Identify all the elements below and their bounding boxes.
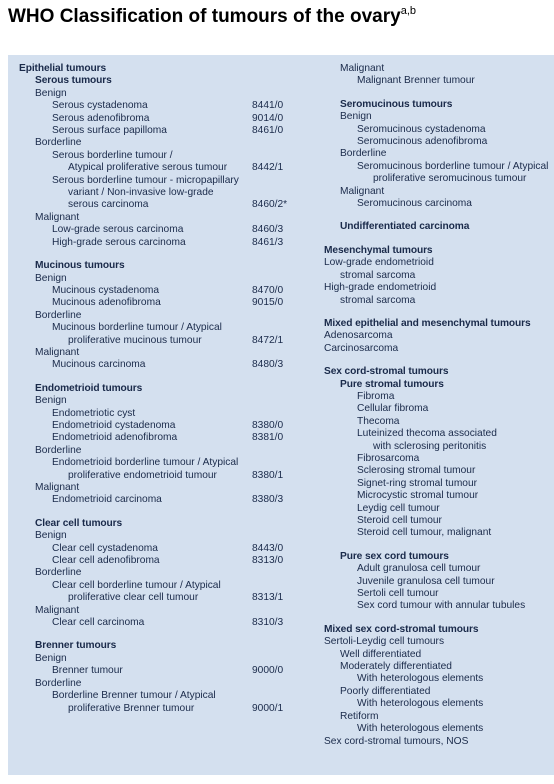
classification-entry [19, 617, 289, 629]
entry-label: Borderline Brenner tumour / Atypical [52, 690, 216, 702]
entry-label: Signet-ring stromal tumour [357, 477, 478, 489]
section-heading [324, 379, 554, 391]
icd-o-code: 8460/2* [252, 199, 288, 211]
classification-entry [324, 686, 554, 698]
classification-entry [19, 494, 289, 506]
classification-entry [19, 88, 289, 100]
entry-label: Adenosarcoma [324, 330, 393, 342]
entry-label: Clear cell tumours [35, 517, 123, 529]
icd-o-code: 8313/1 [252, 592, 284, 604]
icd-o-code: 9015/0 [252, 297, 284, 309]
classification-entry [324, 343, 554, 355]
entry-label: Sex cord-stromal tumours, NOS [324, 735, 469, 747]
entry-label: Brenner tumour [52, 665, 123, 677]
classification-entry [19, 310, 289, 322]
entry-label: Benign [35, 530, 67, 542]
classification-entry [324, 588, 554, 600]
entry-label: Sertoli cell tumour [357, 588, 439, 600]
classification-entry [19, 212, 289, 224]
entry-label: Mucinous carcinoma [52, 359, 146, 371]
entry-label: High-grade endometrioid [324, 282, 437, 294]
entry-label: Poorly differentiated [340, 685, 431, 697]
icd-o-code: 8460/3 [252, 224, 284, 236]
entry-label: Endometriotic cyst [52, 407, 136, 419]
icd-o-code: 8313/0 [252, 555, 284, 567]
classification-entry [19, 408, 289, 420]
icd-o-code: 8380/0 [252, 419, 284, 431]
icd-o-code: 8381/0 [252, 432, 284, 444]
classification-entry [324, 63, 554, 75]
section-heading [19, 260, 289, 272]
entry-label: Mixed epithelial and mesenchymal tumours [324, 317, 531, 329]
entry-label: Thecoma [357, 415, 400, 427]
classification-entry [19, 322, 289, 334]
classification-entry [324, 124, 554, 136]
icd-o-code: 8380/3 [252, 494, 284, 506]
classification-entry [19, 543, 289, 555]
entry-label: Epithelial tumours [19, 63, 107, 74]
entry-label: Carcinosarcoma [324, 342, 399, 354]
entry-label: Undifferentiated carcinoma [340, 221, 470, 233]
classification-entry [19, 297, 289, 309]
icd-o-code: 8380/1 [252, 469, 284, 481]
icd-o-code: 8443/0 [252, 542, 284, 554]
entry-label: Serous borderline tumour / [52, 149, 173, 161]
icd-o-code: 8442/1 [252, 162, 284, 174]
classification-entry [324, 148, 554, 160]
classification-entry [324, 453, 554, 465]
classification-entry [324, 441, 554, 453]
entry-label: proliferative seromucinous tumour [373, 173, 527, 185]
icd-o-code: 8461/3 [252, 236, 284, 248]
classification-entry [324, 428, 554, 440]
entry-label: Malignant [35, 346, 80, 358]
classification-entry [324, 723, 554, 735]
entry-label: Clear cell adenofibroma [52, 555, 160, 567]
entry-label: Serous adenofibroma [52, 112, 150, 124]
classification-entry [19, 665, 289, 677]
entry-label: Cellular fibroma [357, 403, 429, 415]
classification-entry [324, 478, 554, 490]
entry-label: proliferative clear cell tumour [68, 592, 199, 604]
classification-entry [324, 295, 554, 307]
entry-label: Benign [35, 652, 67, 664]
entry-label: Mesenchymal tumours [324, 244, 433, 256]
entry-label: Borderline [35, 567, 82, 579]
entry-label: Clear cell borderline tumour / Atypical [52, 579, 221, 591]
entry-label: Retiform [340, 710, 379, 722]
entry-label: Brenner tumours [35, 640, 117, 652]
classification-entry [324, 282, 554, 294]
entry-label: Sex cord tumour with annular tubules [357, 600, 526, 612]
classification-entry [324, 563, 554, 575]
entry-label: With heterologous elements [357, 698, 484, 710]
icd-o-code: 8441/0 [252, 100, 284, 112]
entry-label: Low-grade serous carcinoma [52, 224, 184, 236]
entry-label: Endometrioid adenofibroma [52, 432, 178, 444]
classification-entry [19, 335, 289, 347]
classification-entry [324, 698, 554, 710]
section-heading [324, 318, 554, 330]
classification-entry [324, 490, 554, 502]
section-heading [19, 640, 289, 652]
entry-label: stromal sarcoma [340, 269, 416, 281]
classification-entry [19, 113, 289, 125]
entry-label: Adult granulosa cell tumour [357, 563, 481, 575]
classification-entry [324, 673, 554, 685]
entry-label: Malignant [340, 63, 385, 74]
entry-label: Mucinous adenofibroma [52, 297, 161, 309]
classification-entry [324, 161, 554, 173]
title-footnote-markers: a,b [400, 5, 417, 17]
icd-o-code: 8472/1 [252, 334, 284, 346]
classification-entry [19, 162, 289, 174]
classification-entry [324, 736, 554, 748]
section-heading [324, 551, 554, 563]
entry-label: With heterologous elements [357, 673, 484, 685]
classification-entry [19, 445, 289, 457]
classification-entry [324, 661, 554, 673]
entry-label: Serous borderline tumour - micropapillary [52, 174, 239, 186]
entry-label: Benign [340, 111, 372, 123]
section-heading [324, 366, 554, 378]
entry-label: Seromucinous adenofibroma [357, 136, 488, 148]
section-heading [324, 624, 554, 636]
classification-entry [19, 125, 289, 137]
entry-label: Pure sex cord tumours [340, 550, 449, 562]
entry-label: Malignant [340, 185, 385, 197]
entry-label: Sclerosing stromal tumour [357, 465, 476, 477]
entry-label: Benign [35, 272, 67, 284]
classification-entry [19, 690, 289, 702]
entry-label: Seromucinous cystadenoma [357, 123, 486, 135]
entry-label: Serous surface papilloma [52, 125, 167, 137]
icd-o-code: 9000/0 [252, 665, 284, 677]
classification-entry [324, 576, 554, 588]
classification-entry [324, 600, 554, 612]
entry-label: Low-grade endometrioid [324, 257, 434, 269]
entry-label: Malignant [35, 482, 80, 493]
entry-label: Endometrioid cystadenoma [52, 419, 176, 431]
classification-entry [19, 592, 289, 604]
classification-entry [19, 224, 289, 236]
classification-panel [8, 55, 554, 775]
classification-entry [19, 420, 289, 432]
classification-entry [324, 173, 554, 185]
classification-entry [324, 515, 554, 527]
entry-label: With heterologous elements [357, 723, 484, 735]
entry-label: Benign [35, 395, 67, 407]
section-heading [19, 383, 289, 395]
classification-entry [324, 111, 554, 123]
page-title [8, 6, 416, 28]
classification-entry [19, 199, 289, 211]
entry-label: variant / Non-invasive low-grade [68, 187, 214, 199]
classification-entry [324, 136, 554, 148]
classification-entry [19, 530, 289, 542]
entry-label: Steroid cell tumour, malignant [357, 527, 492, 539]
classification-entry [19, 285, 289, 297]
entry-label: Moderately differentiated [340, 661, 452, 673]
entry-label: Benign [35, 87, 67, 99]
entry-label: Mucinous cystadenoma [52, 284, 160, 296]
entry-label: Fibrosarcoma [357, 452, 420, 464]
classification-entry [324, 270, 554, 282]
classification-entry [19, 187, 289, 199]
classification-entry [324, 527, 554, 539]
entry-label: Seromucinous carcinoma [357, 198, 472, 210]
classification-entry [324, 198, 554, 210]
entry-label: Luteinized thecoma associated [357, 428, 497, 440]
entry-label: Mucinous borderline tumour / Atypical [52, 322, 222, 334]
entry-label: Endometrioid carcinoma [52, 494, 162, 506]
classification-entry [19, 567, 289, 579]
left-column [19, 63, 289, 715]
classification-entry [324, 636, 554, 648]
entry-label: Mixed sex cord-stromal tumours [324, 623, 479, 635]
classification-entry [324, 391, 554, 403]
entry-label: Borderline [35, 137, 82, 149]
entry-label: Mucinous tumours [35, 260, 125, 272]
entry-label: Serous tumours [35, 75, 112, 87]
classification-entry [324, 649, 554, 661]
classification-entry [324, 465, 554, 477]
entry-label: Microcystic stromal tumour [357, 490, 479, 502]
entry-label: proliferative endometrioid tumour [68, 469, 217, 481]
classification-entry [19, 150, 289, 162]
section-heading [19, 63, 289, 75]
classification-entry [324, 75, 554, 87]
entry-label: Malignant Brenner tumour [357, 75, 475, 87]
classification-entry [19, 100, 289, 112]
right-column [324, 63, 554, 748]
entry-label: Well differentiated [340, 648, 422, 660]
entry-label: stromal sarcoma [340, 294, 416, 306]
classification-entry [19, 470, 289, 482]
classification-entry [19, 580, 289, 592]
icd-o-code: 8470/0 [252, 284, 284, 296]
classification-entry [19, 273, 289, 285]
classification-entry [19, 359, 289, 371]
entry-label: Sertoli-Leydig cell tumours [324, 636, 445, 648]
icd-o-code: 9014/0 [252, 112, 284, 124]
classification-entry [19, 347, 289, 359]
entry-label: Leydig cell tumour [357, 502, 440, 514]
entry-label: proliferative Brenner tumour [68, 702, 195, 714]
classification-entry [19, 175, 289, 187]
entry-label: Serous cystadenoma [52, 100, 148, 112]
entry-label: Clear cell carcinoma [52, 617, 145, 629]
section-heading [324, 245, 554, 257]
entry-label: Endometrioid tumours [35, 382, 143, 394]
entry-label: Seromucinous borderline tumour / Atypical [357, 160, 549, 172]
entry-label: proliferative mucinous tumour [68, 334, 202, 346]
entry-label: Borderline [35, 677, 82, 689]
classification-entry [19, 395, 289, 407]
classification-entry [19, 703, 289, 715]
classification-entry [324, 186, 554, 198]
classification-entry [324, 711, 554, 723]
classification-entry [19, 653, 289, 665]
section-heading [19, 518, 289, 530]
classification-entry [324, 330, 554, 342]
classification-entry [19, 432, 289, 444]
classification-entry [324, 403, 554, 415]
title-text: WHO Classification of tumours of the ovary [8, 6, 401, 27]
entry-label: Borderline [35, 444, 82, 456]
classification-entry [19, 678, 289, 690]
entry-label: Seromucinous tumours [340, 98, 453, 110]
entry-label: Clear cell cystadenoma [52, 542, 158, 554]
entry-label: High-grade serous carcinoma [52, 236, 186, 248]
entry-label: Atypical proliferative serous tumour [68, 162, 228, 174]
classification-entry [19, 137, 289, 149]
section-heading [324, 221, 554, 233]
entry-label: Pure stromal tumours [340, 378, 444, 390]
entry-label: with sclerosing peritonitis [373, 440, 487, 452]
classification-entry [19, 605, 289, 617]
section-heading [324, 99, 554, 111]
entry-label: Malignant [35, 604, 80, 616]
classification-entry [19, 555, 289, 567]
classification-entry [19, 457, 289, 469]
classification-entry [19, 482, 289, 494]
entry-label: Steroid cell tumour [357, 515, 442, 526]
entry-label: Sex cord-stromal tumours [324, 366, 449, 378]
entry-label: Fibroma [357, 390, 395, 402]
icd-o-code: 9000/1 [252, 702, 284, 714]
entry-label: Borderline [340, 148, 387, 160]
classification-entry [324, 503, 554, 515]
classification-entry [324, 257, 554, 269]
entry-label: serous carcinoma [68, 199, 149, 211]
section-heading [19, 75, 289, 87]
entry-label: Endometrioid borderline tumour / Atypical [52, 457, 239, 469]
entry-label: Malignant [35, 211, 80, 223]
icd-o-code: 8480/3 [252, 359, 284, 371]
entry-label: Juvenile granulosa cell tumour [357, 575, 495, 587]
icd-o-code: 8461/0 [252, 125, 284, 137]
entry-label: Borderline [35, 309, 82, 321]
classification-entry [324, 416, 554, 428]
icd-o-code: 8310/3 [252, 617, 284, 629]
classification-entry [19, 237, 289, 249]
